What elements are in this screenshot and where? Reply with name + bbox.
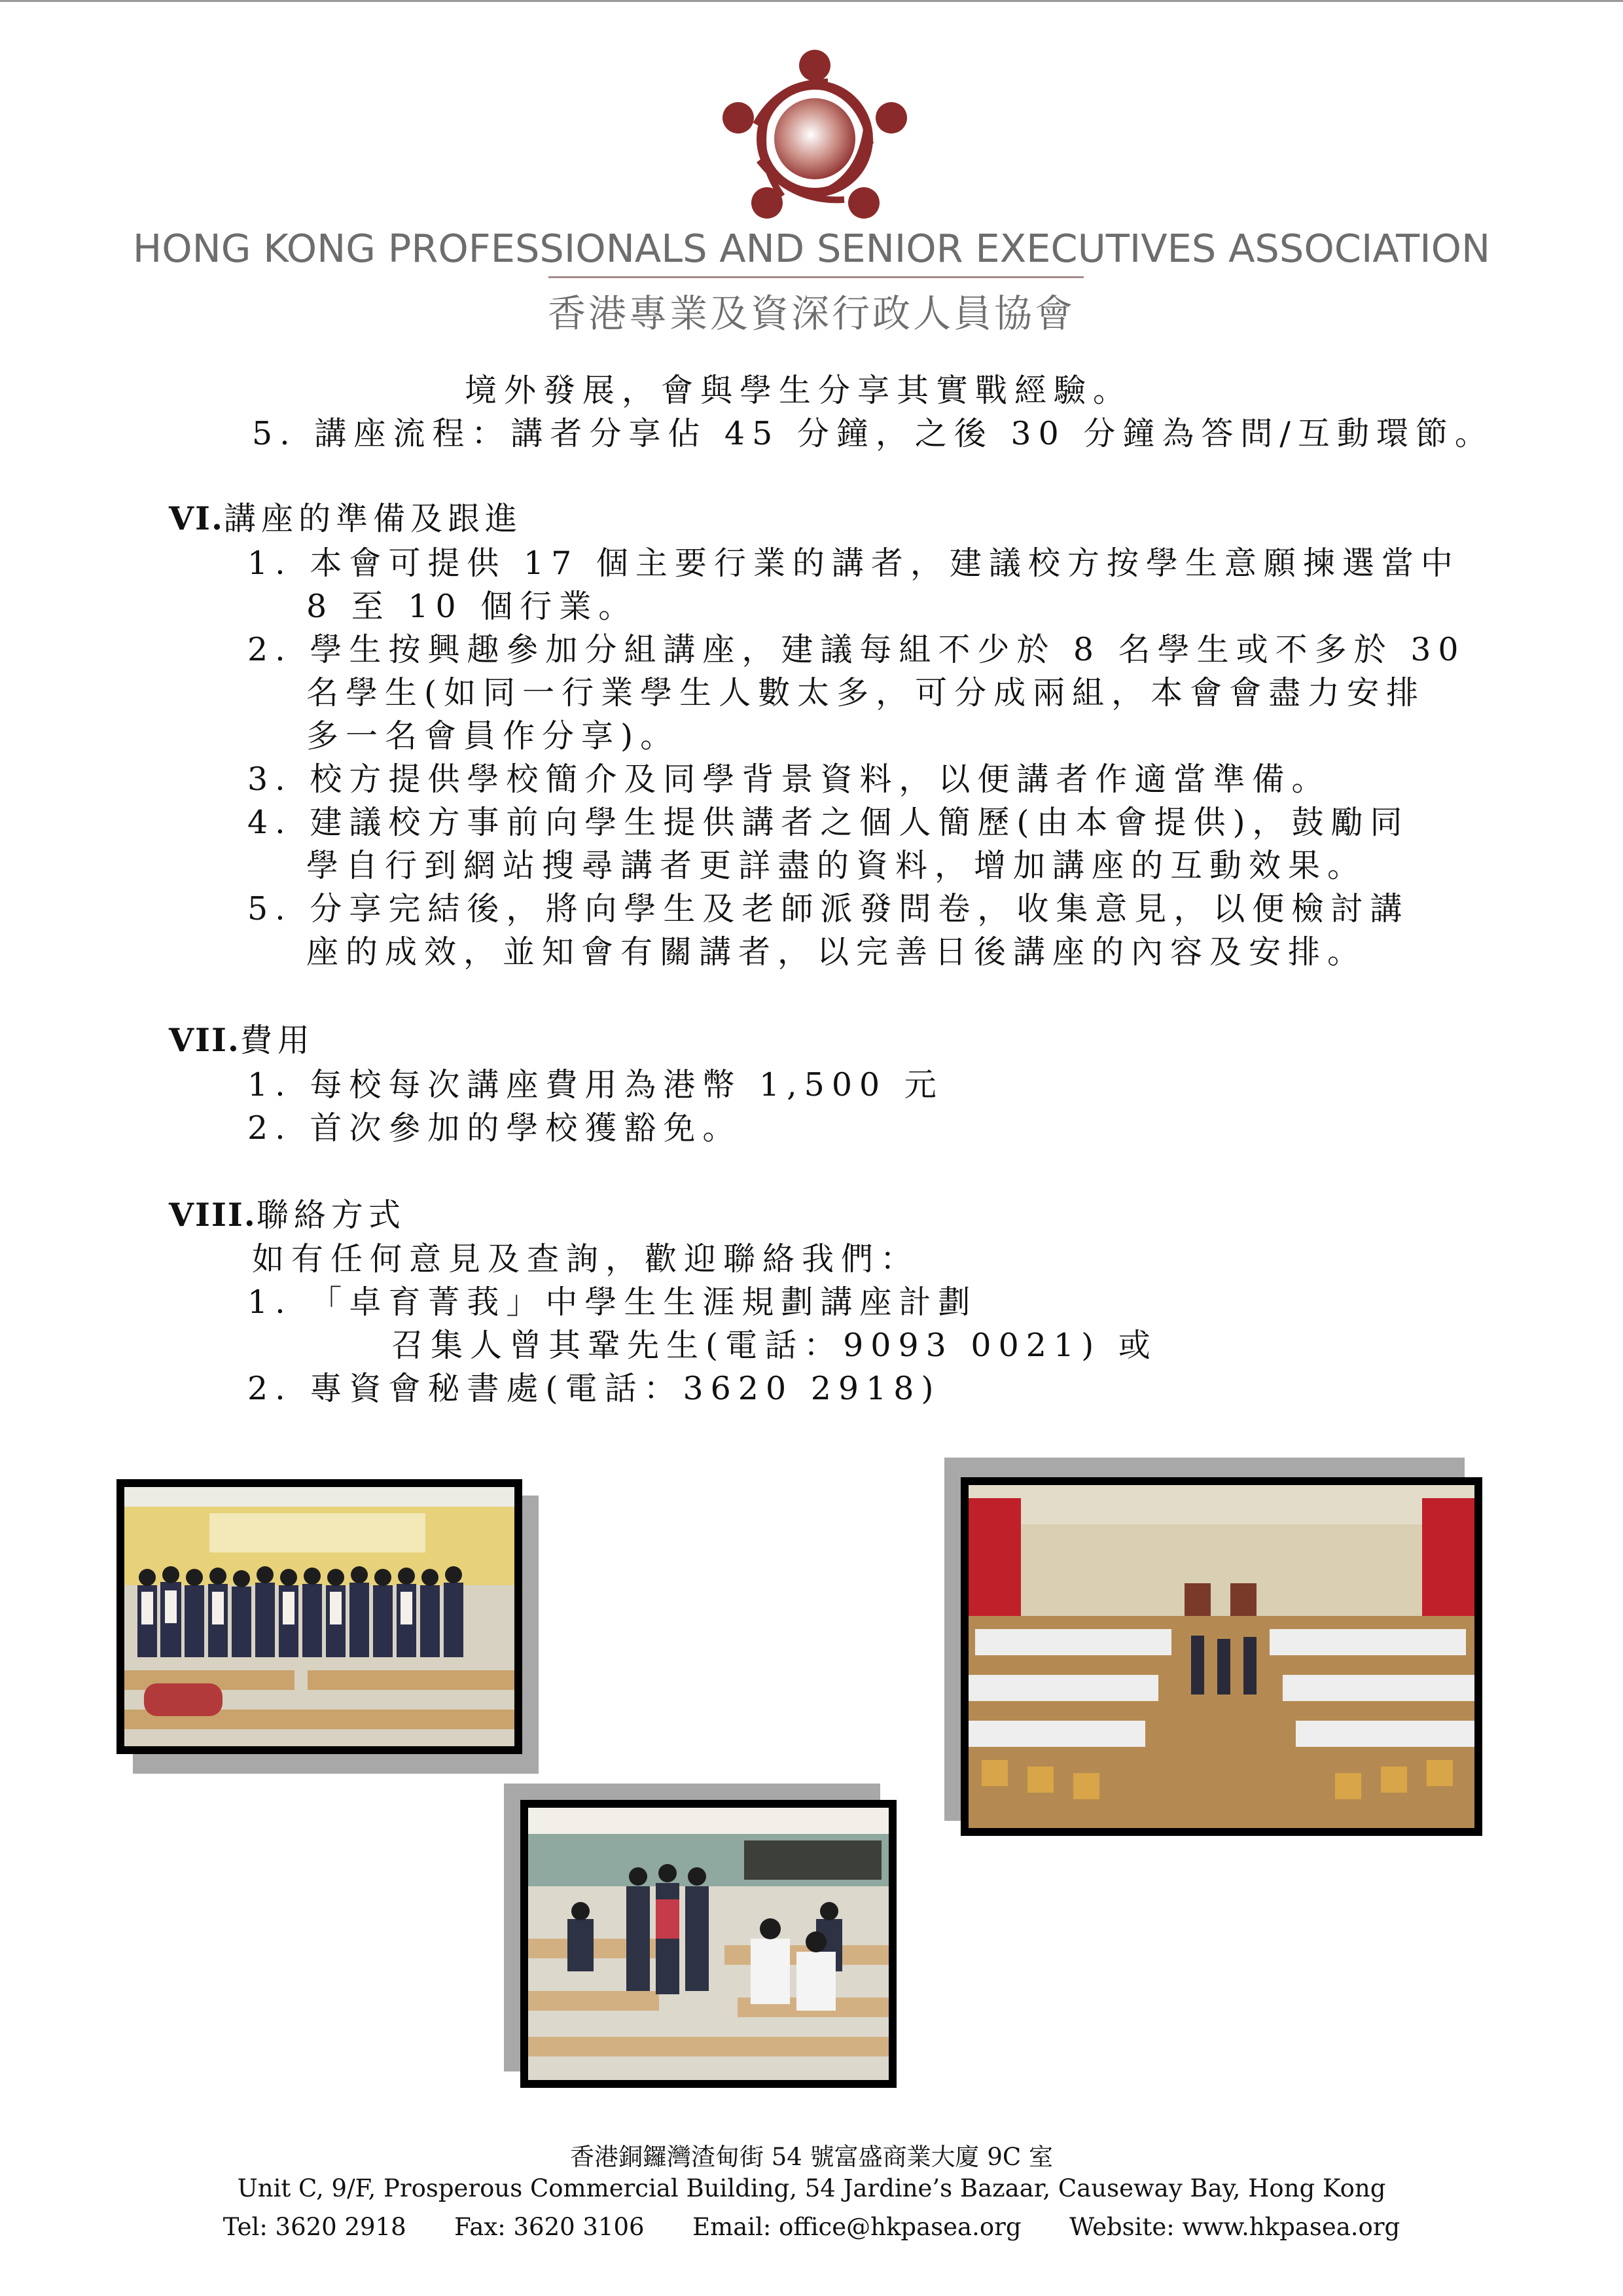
- header-divider: [548, 276, 1084, 278]
- section-number: VII.: [169, 1021, 240, 1059]
- footer-address-zh: 香港銅鑼灣渣甸街 54 號富盛商業大廈 9C 室: [570, 2143, 1053, 2171]
- list-item-continuation: 8 至 10 個行業。: [306, 588, 638, 625]
- photo-school-hall: [944, 1458, 1482, 1836]
- photo-students-classroom: [504, 1784, 897, 2088]
- section-number: VIII.: [169, 1196, 257, 1234]
- section-title: 聯絡方式: [256, 1196, 406, 1234]
- pentagon-people-logo-icon: [720, 46, 910, 223]
- footer-email[interactable]: Email: office@hkpasea.org: [692, 2213, 1022, 2241]
- list-item: 1. 每校每次講座費用為港幣 1,500 元: [247, 1066, 944, 1103]
- list-item: 2. 專資會秘書處(電話：3620 2918): [247, 1370, 941, 1407]
- intro-line: 境外發展，會與學生分享其實戰經驗。: [465, 372, 1133, 409]
- section-title: 費用: [240, 1022, 315, 1059]
- list-item: 2. 學生按興趣參加分組講座，建議每組不少於 8 名學生或不多於 30: [247, 631, 1466, 668]
- footer-website[interactable]: Website: www.hkpasea.org: [1069, 2213, 1400, 2241]
- footer-tel: Tel: 3620 2918: [223, 2213, 406, 2241]
- list-item-continuation: 學自行到網站搜尋講者更詳盡的資料，增加講座的互動效果。: [306, 847, 1367, 884]
- section-title: 講座的準備及跟進: [224, 500, 523, 537]
- list-item: 3. 校方提供學校簡介及同學背景資料，以便講者作適當準備。: [247, 761, 1331, 798]
- footer-fax: Fax: 3620 3106: [454, 2213, 645, 2241]
- photo-classroom-group: [116, 1479, 539, 1774]
- section-heading-vi: [169, 499, 523, 537]
- page-top-border: [0, 0, 1623, 2]
- list-item: 4. 建議校方事前向學生提供講者之個人簡歷(由本會提供)，鼓勵同: [247, 804, 1410, 841]
- convenor-phone: 召集人曾其鞏先生(電話：9093 0021) 或: [391, 1327, 1158, 1364]
- list-item-continuation: 多一名會員作分享)。: [306, 717, 680, 755]
- org-name-en: HONG KONG PROFESSIONALS AND SENIOR EXECUTIVES ASSOCIATION: [132, 226, 1491, 271]
- association-logo: [720, 46, 910, 223]
- section-heading-vii: [169, 1021, 315, 1059]
- footer-address-en: Unit C, 9/F, Prosperous Commercial Building, 54 Jardine’s Bazaar, Causeway Bay, Hong Kong: [237, 2174, 1386, 2202]
- list-item: 5. 分享完結後，將向學生及老師派發問卷，收集意見，以便檢討講: [247, 890, 1410, 927]
- list-item-continuation: 名學生(如同一行業學生人數太多，可分成兩組，本會會盡力安排: [306, 674, 1426, 711]
- list-item: 1. 「卓育菁莪」中學生生涯規劃講座計劃: [247, 1283, 978, 1321]
- section-heading-viii: [169, 1196, 406, 1234]
- list-item: 2. 首次參加的學校獲豁免。: [247, 1109, 742, 1147]
- footer-contact-line: [0, 2213, 1623, 2241]
- contact-intro: 如有任何意見及查詢，歡迎聯絡我們：: [252, 1240, 920, 1278]
- intro-item-5: 5. 講座流程：講者分享佔 45 分鐘，之後 30 分鐘為答問/互動環節。: [252, 415, 1494, 452]
- list-item: 1. 本會可提供 17 個主要行業的講者，建議校方按學生意願揀選當中: [247, 545, 1460, 582]
- org-name-zh: 香港專業及資深行政人員協會: [547, 291, 1075, 336]
- list-item-continuation: 座的成效，並知會有關講者，以完善日後講座的內容及安排。: [306, 933, 1367, 971]
- section-number: VI.: [169, 499, 224, 537]
